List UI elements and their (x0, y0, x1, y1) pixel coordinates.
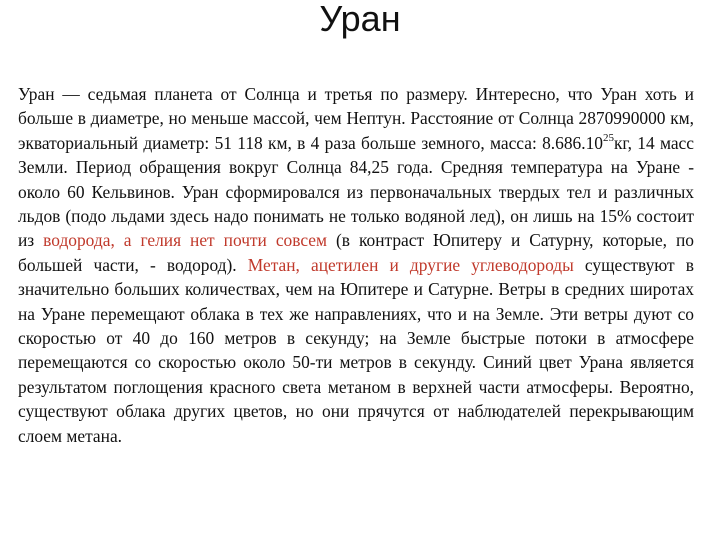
highlight-hydrocarbons: Метан, ацетилен и другие углеводороды (247, 254, 574, 275)
body-text-part-3: (в контраст Юпитеру и Сатурну, которые, по большей части, - водород). (18, 230, 694, 275)
body-paragraph (18, 82, 694, 448)
highlight-hydrogen-helium: водорода, а гелия нет почти совсем (43, 230, 327, 251)
slide-title: Уран (319, 0, 401, 39)
body-text-part-4: существуют в значительно больших количествах, чем на Юпитере и Сатурне. Ветры в средних широтах на Уране перемещают облака в тех же направлениях, что и на Земле. Эти ветры дуют со скоростью от 40 до 160 метров в секунду; на Земле быстрые потоки в атмосфере перемещаются со скоростью около 50-ти метров в секунду. Синий цвет Урана является результатом поглощения красного света метаном в верхней части атмосферы. Вероятно, существуют облака других цветов, но они прячутся от наблюдателей перекрывающим слоем метана. (18, 254, 694, 446)
body-text-part-1: Уран — седьмая планета от Солнца и третья по размеру. Интересно, что Уран хоть и больше в диаметре, но меньше массой, чем Нептун. Расстояние от Солнца 2870990000 км, экваториальный диаметр: 51 118 км, в 4 раза больше земного, масса: 8.686.10 (18, 84, 694, 153)
body-text-part-2: кг, 14 масс Земли. Период обращения вокруг Солнца 84,25 года. Средняя температура на Уране - около 60 Кельвинов. Уран сформировался из первоначальных твердых тел и различных льдов (подо льдами здесь надо понимать не только водяной лед), он лишь на 15% состоит из (18, 132, 694, 251)
mass-exponent: 25 (602, 132, 614, 145)
